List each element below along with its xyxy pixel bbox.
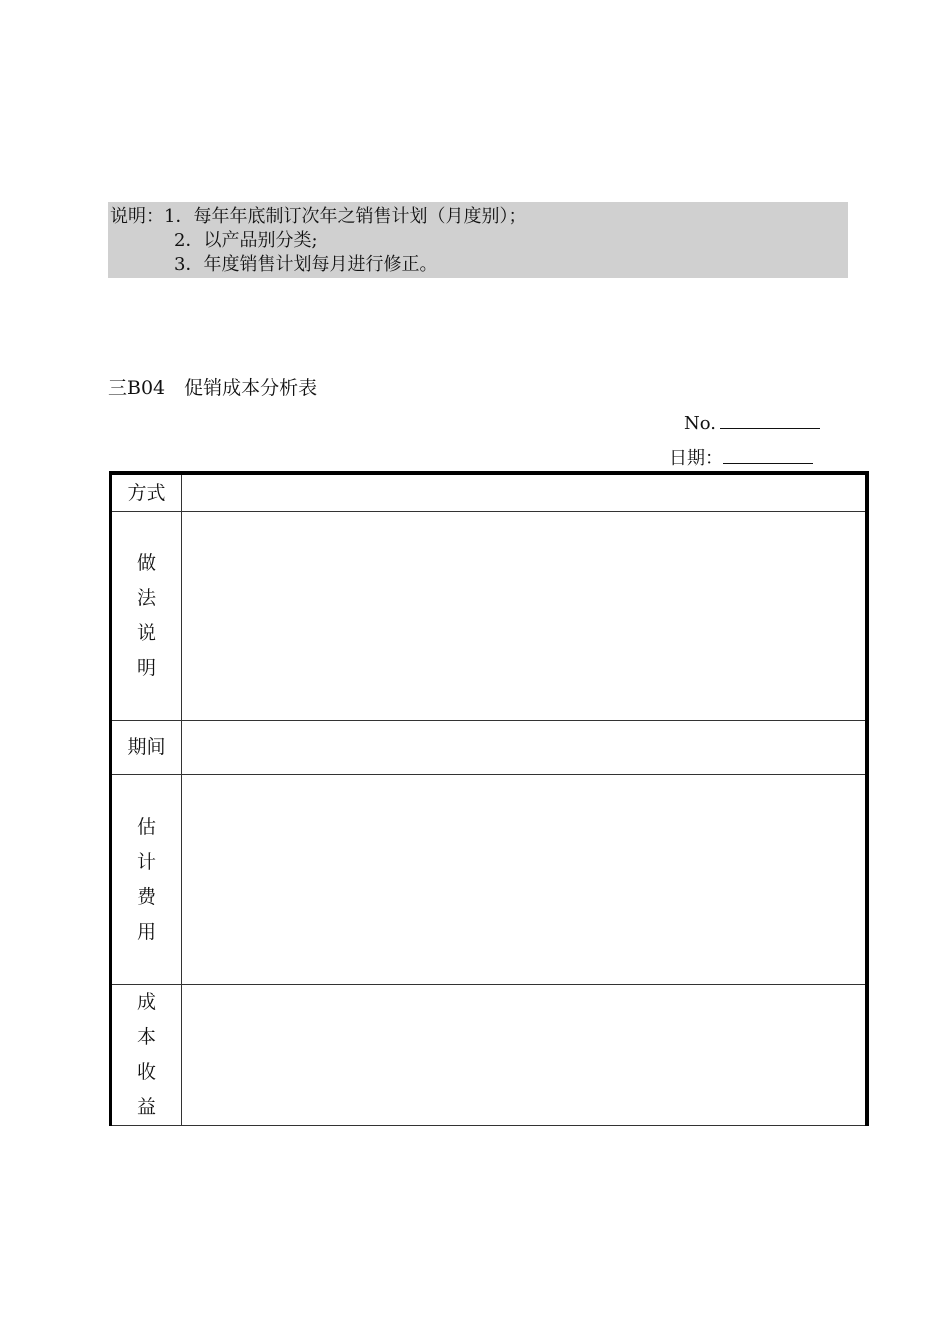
- instruction-item: 3．年度销售计划每月进行修正。: [174, 254, 438, 275]
- instruction-item: 2．以产品别分类;: [174, 230, 318, 251]
- row-label-cost-benefit: [111, 985, 182, 1126]
- instructions-box: [108, 202, 848, 278]
- table-row-description: [111, 512, 868, 721]
- form-date-blank[interactable]: [723, 445, 813, 464]
- row-label-text: 做法说明: [136, 552, 156, 679]
- row-value-period[interactable]: [182, 721, 868, 775]
- table-row-estimated-cost: [111, 775, 868, 985]
- row-value-method[interactable]: [182, 473, 868, 512]
- instruction-item: 1．每年年底制订次年之销售计划（月度别）；: [164, 206, 527, 227]
- row-value-cost-benefit[interactable]: [182, 985, 868, 1126]
- form-number-blank[interactable]: [720, 410, 820, 429]
- form-number-field: [684, 410, 820, 434]
- promotion-cost-table: [109, 471, 869, 1126]
- table-row-method: [111, 473, 868, 512]
- row-label-text: 成本收益: [136, 991, 156, 1118]
- form-title: 三B04 促销成本分析表: [108, 377, 318, 399]
- instruction-line-1: [110, 205, 848, 229]
- row-label-method: [111, 473, 182, 512]
- row-label-period: [111, 721, 182, 775]
- instruction-line-3: [110, 253, 848, 277]
- form-date-field: [669, 444, 813, 470]
- form-number-label: No.: [684, 413, 716, 434]
- form-date-label: 日期：: [669, 448, 723, 469]
- row-label-text: 期间: [127, 736, 166, 758]
- row-label-text: 估计费用: [136, 815, 156, 943]
- table-row-period: [111, 721, 868, 775]
- instructions-prefix: 说明：: [110, 206, 164, 227]
- row-label-description: [111, 512, 182, 721]
- row-value-estimated-cost[interactable]: [182, 775, 868, 985]
- row-label-text: 方式: [127, 481, 166, 504]
- table-row-cost-benefit: [111, 985, 868, 1126]
- row-label-estimated-cost: [111, 775, 182, 985]
- row-value-description[interactable]: [182, 512, 868, 721]
- instruction-line-2: [110, 229, 848, 253]
